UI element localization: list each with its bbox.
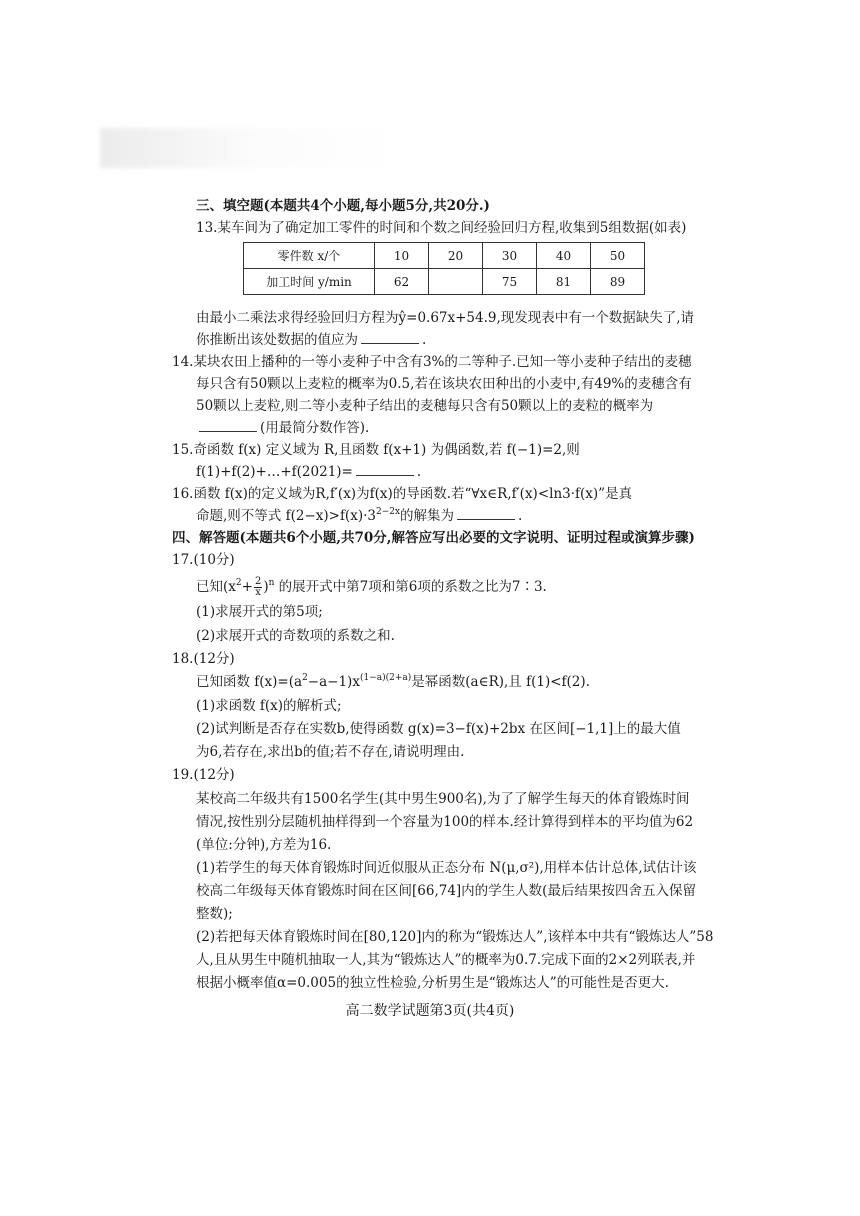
q18-text-b: −a−1)x: [307, 674, 360, 690]
q19-item-2c: 根据小概率值α=0.005的独立性检验,分析男生是“锻炼达人”的可能性是否更大.: [196, 975, 669, 991]
table-cell: 89: [591, 269, 645, 295]
fraction-numerator: 2: [254, 576, 262, 587]
q16-exponent: 2−2x: [375, 507, 401, 517]
q18-head: 18.(12分): [172, 651, 235, 667]
q14-line-1: 14.某块农田上播种的一等小麦种子中含有3%的二等种子.已知一等小麦种子结出的麦穗: [172, 354, 692, 370]
q19-item-2b: 人,且从男生中随机抽取一人,其为“锻炼达人”的概率为0.7.完成下面的2×2列联表,并: [196, 952, 696, 968]
table-cell: 30: [483, 243, 537, 269]
table-cell: 81: [537, 269, 591, 295]
q17-fraction: [254, 577, 262, 598]
q19-item-1c: 整数);: [196, 906, 233, 922]
q19-item-2a: (2)若把每天体育锻炼时间在[80,120]内的称为“锻炼达人”,该样本中共有“锻炼达人”58: [196, 929, 714, 945]
q13-line-2: 由最小二乘法求得经验回归方程为ŷ=0.67x+54.9,现发现表中有一个数据缺失了,请: [196, 310, 695, 326]
q18-item-1: (1)求函数 f(x)的解析式;: [196, 698, 342, 714]
fraction-denominator: x: [255, 587, 261, 598]
q19-para-3: (单位:分钟),方差为16.: [196, 837, 332, 853]
table-header-x: 零件数 x/个: [244, 243, 375, 269]
q17-text-a: 已知(x: [196, 579, 236, 595]
q18-text-a: 已知函数 f(x)=(a: [196, 674, 303, 690]
q17-item-1: (1)求展开式的第5项;: [196, 604, 323, 620]
q19-head: 19.(12分): [172, 767, 235, 783]
answer-blank: [199, 419, 257, 432]
q19-item-1a: (1)若学生的每天体育锻炼时间近似服从正态分布 N(μ,σ²),用样本估计总体,试估计该: [196, 860, 697, 876]
q16-line-2-mid: 的解集为: [400, 508, 455, 524]
q14-line-4: [196, 419, 369, 437]
table-cell: 75: [483, 269, 537, 295]
q13-line-3: [196, 331, 426, 349]
table-row-y: [244, 269, 645, 295]
table-row-x: [244, 243, 645, 269]
q18-sup-a: 2: [302, 673, 308, 683]
table-cell: 20: [429, 243, 483, 269]
q15-line-2-text: f(1)+f(2)+…+f(2021)=: [196, 464, 353, 480]
q16-line-2-end: .: [518, 508, 523, 524]
q13-line-3-end: .: [422, 332, 427, 348]
q16-line-2-text: 命题,则不等式 f(2−x)>f(x)·3: [196, 508, 376, 524]
q15-line-2: [196, 463, 421, 481]
q19-item-1b: 校高二年级每天体育锻炼时间在区间[66,74]内的学生人数(最后结果按四舍五入保留: [196, 883, 696, 899]
q18-item-2b: 为6,若存在,求出b的值;若不存在,请说明理由.: [196, 744, 465, 760]
answer-blank: [356, 463, 414, 476]
page-footer: 高二数学试题第3页(共4页): [345, 1003, 515, 1019]
table-cell: 40: [537, 243, 591, 269]
table-header-y: 加工时间 y/min: [244, 269, 375, 295]
q17-text-c: 的展开式中第7项和第6项的系数之比为7∶3.: [274, 579, 547, 595]
table-cell: 10: [375, 243, 429, 269]
q13-line-3-text: 你推断出该处数据的值应为: [196, 332, 358, 348]
table-cell: 62: [375, 269, 429, 295]
q17-line-1: [196, 577, 547, 598]
section-4-title: 四、解答题(本题共6个小题,共70分,解答应写出必要的文字说明、证明过程或演算步骤): [172, 530, 695, 546]
answer-blank: [361, 331, 419, 344]
section-3-title: 三、填空题(本题共4个小题,每小题5分,共20分.): [196, 198, 490, 214]
q17-sup-n: n: [268, 578, 275, 588]
q17-plus: +: [241, 579, 253, 595]
table-cell: 50: [591, 243, 645, 269]
q14-line-3: 50颗以上麦粒,则二等小麦种子结出的麦穗每只含有50颗以上的麦粒的概率为: [196, 398, 654, 414]
q17-item-2: (2)求展开式的奇数项的系数之和.: [196, 628, 395, 644]
q14-line-2: 每只含有50颗以上麦粒的概率为0.5,若在该块农田种出的小麦中,有49%的麦穗含有: [196, 376, 692, 392]
q17-sup-a: 2: [235, 578, 242, 588]
q19-para-1: 某校高二年级共有1500名学生(其中男生900名),为了了解学生每天的体育锻炼时间: [196, 791, 690, 807]
table-cell-missing: [429, 269, 483, 295]
q16-line-1: 16.函数 f(x)的定义域为R,f′(x)为f(x)的导函数.若“∀x∈R,f′(x)<ln3·f(x)”是真: [172, 486, 633, 502]
q15-line-2-end: .: [416, 464, 422, 480]
q17-head: 17.(10分): [172, 552, 235, 568]
q18-text-c: 是幂函数(a∈R),且 f(1)<f(2).: [411, 674, 590, 690]
q18-sup-exp: (1−a)(2+a): [359, 673, 412, 683]
q19-para-2: 情况,按性别分层随机抽样得到一个容量为100的样本.经计算得到样本的平均值为62: [196, 814, 694, 830]
scan-smudge: [100, 128, 400, 168]
answer-blank: [457, 507, 515, 520]
q18-line-1: [196, 673, 590, 693]
q14-line-4-text: (用最简分数作答).: [260, 420, 370, 436]
q17-text-b: ): [263, 579, 269, 595]
q13-line-1: 13.某车间为了确定加工零件的时间和个数之间经验回归方程,收集到5组数据(如表): [196, 220, 687, 236]
q15-line-1: 15.奇函数 f(x) 定义域为 R,且函数 f(x+1) 为偶函数,若 f(−1)=2,则: [172, 442, 580, 458]
q18-item-2a: (2)试判断是否存在实数b,使得函数 g(x)=3−f(x)+2bx 在区间[−1,1]上的最大值: [196, 721, 681, 737]
q13-data-table: [243, 242, 645, 295]
q16-line-2: [196, 507, 522, 527]
